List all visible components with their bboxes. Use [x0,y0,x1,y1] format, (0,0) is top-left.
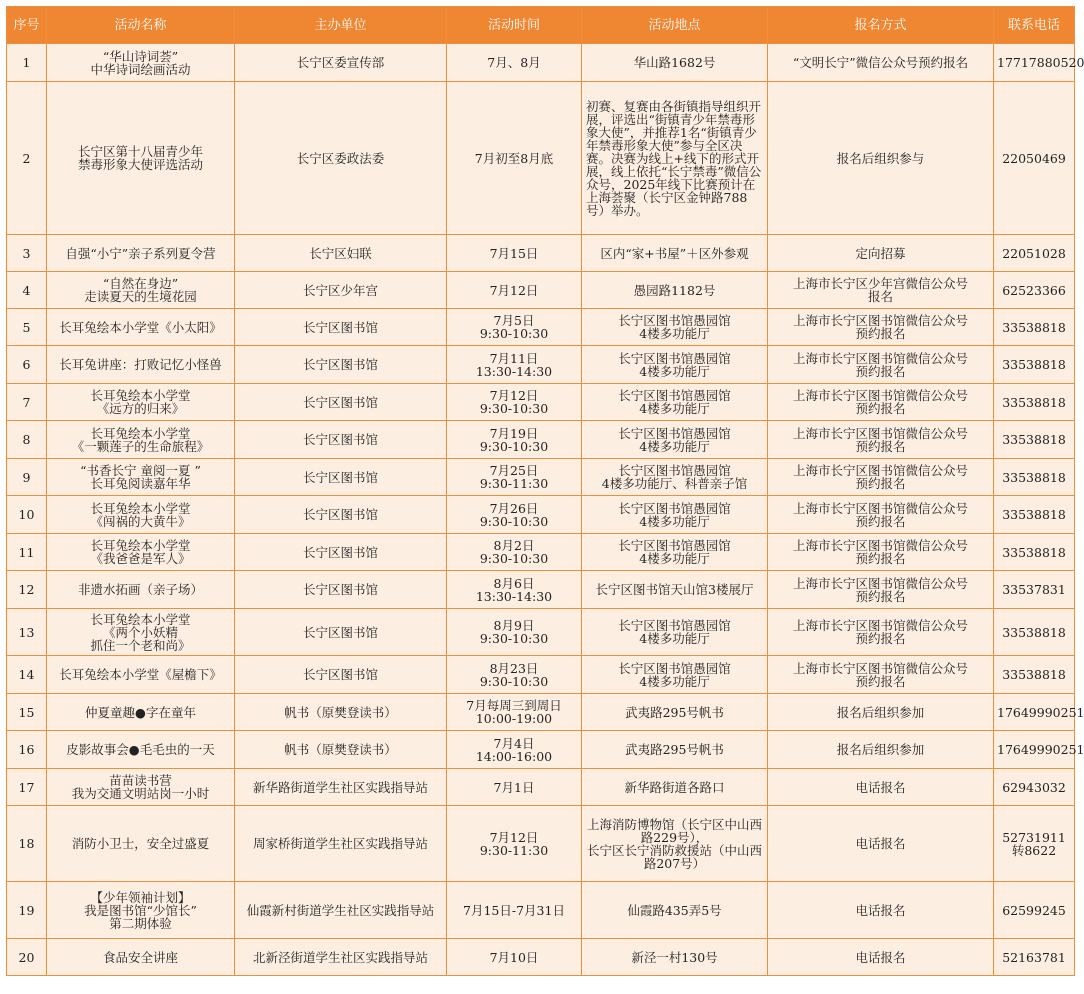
registration-method: 定向招募 [768,235,994,272]
location: 武夷路295号帆书 [582,694,768,731]
activity-name: 仲夏童趣●字在童年 [47,694,235,731]
row-index: 20 [7,939,47,976]
row-index: 16 [7,731,47,769]
organizer: 仙霞新村街道学生社区实践指导站 [235,882,447,939]
registration-method: 报名后组织参与 [768,82,994,235]
header-index: 序号 [7,7,47,44]
organizer: 长宁区委宣传部 [235,44,447,82]
activity-name: “自然在身边” 走读夏天的生境花园 [47,272,235,309]
registration-method: 电话报名 [768,939,994,976]
organizer: 新华路街道学生社区实践指导站 [235,769,447,806]
activity-time: 7月初至8月底 [447,82,582,235]
contact-phone: 33538818 [994,609,1075,656]
contact-phone: 33537831 [994,571,1075,609]
table-row [7,82,1075,235]
location: 初赛、复赛由各街镇指导组织开展，评选出“街镇青少年禁毒形象大使”，并推荐1名“街镇青少年禁毒形象大使”参与全区决赛。决赛为线上+线下的形式开展，线上依托“长宁禁毒”微信公众号，2025年线下比赛预计在上海荟聚（长宁区金钟路788号）举办。 [582,82,768,235]
activity-table [6,6,1084,976]
activity-table-container [6,6,1084,976]
row-index: 8 [7,421,47,459]
registration-method: 上海市长宁区图书馆微信公众号 预约报名 [768,656,994,694]
table-row [7,731,1075,769]
organizer: 长宁区图书馆 [235,421,447,459]
activity-time: 7月11日 13:30-14:30 [447,346,582,384]
location: 长宁区图书馆愚园馆 4楼多功能厅、科普亲子馆 [582,459,768,496]
header-location: 活动地点 [582,7,768,44]
activity-name: 长耳兔绘本小学堂 《两个小妖精 抓住一个老和尚》 [47,609,235,656]
organizer: 长宁区图书馆 [235,459,447,496]
activity-name: 消防小卫士，安全过盛夏 [47,806,235,882]
location: 武夷路295号帆书 [582,731,768,769]
row-index: 17 [7,769,47,806]
activity-name: “书香长宁 童阅一夏 ” 长耳兔阅读嘉年华 [47,459,235,496]
row-index: 10 [7,496,47,534]
organizer: 长宁区妇联 [235,235,447,272]
contact-phone: 52731911 转8622 [994,806,1075,882]
contact-phone: 33538818 [994,459,1075,496]
activity-name: 长耳兔绘本小学堂《屋檐下》 [47,656,235,694]
organizer: 长宁区少年宫 [235,272,447,309]
table-row [7,939,1075,976]
activity-time: 7月10日 [447,939,582,976]
location: 长宁区图书馆愚园馆 4楼多功能厅 [582,534,768,571]
header-activity-time: 活动时间 [447,7,582,44]
table-row [7,882,1075,939]
location: 愚园路1182号 [582,272,768,309]
contact-phone: 33538818 [994,384,1075,421]
activity-name: 长宁区第十八届青少年 禁毒形象大使评选活动 [47,82,235,235]
contact-phone: 33538818 [994,421,1075,459]
activity-name: 长耳兔绘本小学堂 《闯祸的大黄牛》 [47,496,235,534]
registration-method: 上海市长宁区图书馆微信公众号 预约报名 [768,609,994,656]
activity-time: 7月5日 9:30-10:30 [447,309,582,346]
activity-time: 7月15日-7月31日 [447,882,582,939]
location: 上海消防博物馆（长宁区中山西路229号）， 长宁区长宁消防救援站（中山西路207号） [582,806,768,882]
activity-time: 7月12日 9:30-11:30 [447,806,582,882]
organizer: 帆书（原樊登读书） [235,694,447,731]
location: 长宁区图书馆愚园馆 4楼多功能厅 [582,384,768,421]
table-body [7,44,1084,976]
organizer: 长宁区图书馆 [235,534,447,571]
activity-time: 7月1日 [447,769,582,806]
contact-phone: 17649990251 [994,694,1075,731]
contact-phone: 33538818 [994,656,1075,694]
row-index: 3 [7,235,47,272]
table-row [7,806,1075,882]
registration-method: “文明长宁”微信公众号预约报名 [768,44,994,82]
location: 新华路街道各路口 [582,769,768,806]
header-phone: 联系电话 [994,7,1075,44]
row-index: 9 [7,459,47,496]
activity-name: 长耳兔绘本小学堂《小太阳》 [47,309,235,346]
activity-time: 7月4日 14:00-16:00 [447,731,582,769]
contact-phone: 22050469 [994,82,1075,235]
row-index: 19 [7,882,47,939]
registration-method: 上海市长宁区少年宫微信公众号 报名 [768,272,994,309]
location: 区内“家+书屋”＋区外参观 [582,235,768,272]
registration-method: 报名后组织参加 [768,694,994,731]
row-index: 14 [7,656,47,694]
contact-phone: 62599245 [994,882,1075,939]
contact-phone: 17649990251 [994,731,1075,769]
location: 仙霞路435弄5号 [582,882,768,939]
registration-method: 上海市长宁区图书馆微信公众号 预约报名 [768,309,994,346]
table-row [7,571,1075,609]
activity-time: 8月23日 9:30-10:30 [447,656,582,694]
header-organizer: 主办单位 [235,7,447,44]
registration-method: 上海市长宁区图书馆微信公众号 预约报名 [768,571,994,609]
organizer: 北新泾街道学生社区实践指导站 [235,939,447,976]
contact-phone: 52163781 [994,939,1075,976]
row-index: 13 [7,609,47,656]
activity-time: 7月、8月 [447,44,582,82]
location: 新泾一村130号 [582,939,768,976]
table-row [7,272,1075,309]
activity-name: 自强“小宁”亲子系列夏令营 [47,235,235,272]
activity-time: 7月12日 9:30-10:30 [447,384,582,421]
activity-time: 8月6日 13:30-14:30 [447,571,582,609]
contact-phone: 33538818 [994,346,1075,384]
table-row [7,44,1075,82]
row-index: 12 [7,571,47,609]
table-row [7,384,1075,421]
activity-time: 7月19日 9:30-10:30 [447,421,582,459]
location: 华山路1682号 [582,44,768,82]
activity-name: 【少年领袖计划】 我是图书馆“少馆长” 第二期体验 [47,882,235,939]
table-row [7,346,1075,384]
activity-time: 7月12日 [447,272,582,309]
registration-method: 电话报名 [768,806,994,882]
registration-method: 上海市长宁区图书馆微信公众号 预约报名 [768,534,994,571]
table-row [7,534,1075,571]
organizer: 长宁区图书馆 [235,496,447,534]
registration-method: 上海市长宁区图书馆微信公众号 预约报名 [768,459,994,496]
organizer: 长宁区委政法委 [235,82,447,235]
row-index: 4 [7,272,47,309]
registration-method: 报名后组织参加 [768,731,994,769]
registration-method: 上海市长宁区图书馆微信公众号 预约报名 [768,346,994,384]
activity-time: 7月每周三到周日 10:00-19:00 [447,694,582,731]
activity-name: 长耳兔绘本小学堂 《一颗莲子的生命旅程》 [47,421,235,459]
contact-phone: 62523366 [994,272,1075,309]
organizer: 长宁区图书馆 [235,656,447,694]
contact-phone: 33538818 [994,534,1075,571]
row-index: 11 [7,534,47,571]
contact-phone: 17717880520 [994,44,1075,82]
organizer: 长宁区图书馆 [235,309,447,346]
activity-name: 长耳兔讲座：打败记忆小怪兽 [47,346,235,384]
row-index: 15 [7,694,47,731]
organizer: 周家桥街道学生社区实践指导站 [235,806,447,882]
registration-method: 电话报名 [768,882,994,939]
table-row [7,421,1075,459]
table-row [7,609,1075,656]
activity-name: 长耳兔绘本小学堂 《远方的归来》 [47,384,235,421]
table-header-row [7,7,1075,44]
location: 长宁区图书馆愚园馆 4楼多功能厅 [582,309,768,346]
activity-time: 8月2日 9:30-10:30 [447,534,582,571]
registration-method: 上海市长宁区图书馆微信公众号 预约报名 [768,384,994,421]
location: 长宁区图书馆愚园馆 4楼多功能厅 [582,346,768,384]
location: 长宁区图书馆愚园馆 4楼多功能厅 [582,421,768,459]
table-row [7,769,1075,806]
activity-name: “华山诗词荟” 中华诗词绘画活动 [47,44,235,82]
table-row [7,459,1075,496]
table-row [7,309,1075,346]
table-row [7,656,1075,694]
table-row [7,496,1075,534]
location: 长宁区图书馆愚园馆 4楼多功能厅 [582,609,768,656]
row-index: 2 [7,82,47,235]
row-index: 7 [7,384,47,421]
row-index: 1 [7,44,47,82]
contact-phone: 33538818 [994,309,1075,346]
organizer: 长宁区图书馆 [235,571,447,609]
activity-name: 食品安全讲座 [47,939,235,976]
contact-phone: 22051028 [994,235,1075,272]
activity-name: 非遗水拓画（亲子场） [47,571,235,609]
activity-name: 长耳兔绘本小学堂 《我爸爸是军人》 [47,534,235,571]
header-activity-name: 活动名称 [47,7,235,44]
organizer: 长宁区图书馆 [235,346,447,384]
activity-time: 7月26日 9:30-10:30 [447,496,582,534]
registration-method: 上海市长宁区图书馆微信公众号 预约报名 [768,496,994,534]
activity-time: 8月9日 9:30-10:30 [447,609,582,656]
row-index: 5 [7,309,47,346]
organizer: 长宁区图书馆 [235,384,447,421]
registration-method: 电话报名 [768,769,994,806]
location: 长宁区图书馆天山馆3楼展厅 [582,571,768,609]
table-row [7,694,1075,731]
row-index: 18 [7,806,47,882]
activity-name: 苗苗读书营 我为交通文明站岗一小时 [47,769,235,806]
activity-name: 皮影故事会●毛毛虫的一天 [47,731,235,769]
activity-time: 7月25日 9:30-11:30 [447,459,582,496]
contact-phone: 62943032 [994,769,1075,806]
location: 长宁区图书馆愚园馆 4楼多功能厅 [582,496,768,534]
location: 长宁区图书馆愚园馆 4楼多功能厅 [582,656,768,694]
header-registration: 报名方式 [768,7,994,44]
organizer: 帆书（原樊登读书） [235,731,447,769]
row-index: 6 [7,346,47,384]
registration-method: 上海市长宁区图书馆微信公众号 预约报名 [768,421,994,459]
activity-time: 7月15日 [447,235,582,272]
contact-phone: 33538818 [994,496,1075,534]
organizer: 长宁区图书馆 [235,609,447,656]
table-row [7,235,1075,272]
